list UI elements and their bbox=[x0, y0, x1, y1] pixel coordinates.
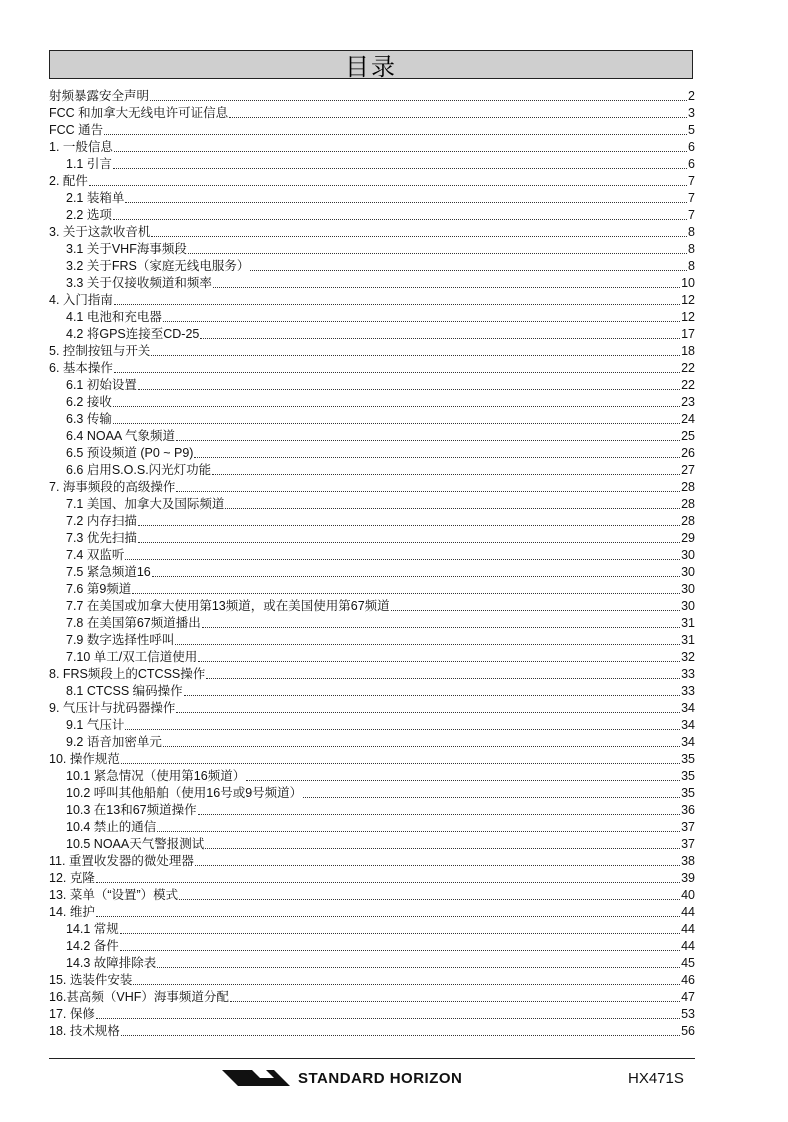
toc-entry-label: 2.1 装箱单 bbox=[66, 191, 125, 205]
toc-entry[interactable] bbox=[49, 393, 695, 410]
toc-entry[interactable] bbox=[49, 359, 695, 376]
toc-entry[interactable] bbox=[49, 104, 695, 121]
toc-entry-label: 10.3 在13和67频道操作 bbox=[66, 803, 197, 817]
toc-entry-page: 29 bbox=[681, 531, 695, 545]
toc-entry-label: 11. 重置收发器的微处理器 bbox=[49, 854, 194, 868]
toc-leader-dots bbox=[303, 797, 680, 798]
toc-leader-dots bbox=[138, 525, 680, 526]
toc-entry-label: 7.9 数字选择性呼叫 bbox=[66, 633, 175, 647]
toc-entry[interactable] bbox=[49, 852, 695, 869]
toc-entry-page: 26 bbox=[681, 446, 695, 460]
toc-entry-label: 7.6 第9频道 bbox=[66, 582, 132, 596]
toc-entry-page: 39 bbox=[681, 871, 695, 885]
toc-leader-dots bbox=[206, 678, 680, 679]
toc-leader-dots bbox=[229, 117, 687, 118]
toc-leader-dots bbox=[179, 899, 680, 900]
toc-entry[interactable] bbox=[49, 257, 695, 274]
standard-horizon-logo-icon bbox=[222, 1067, 292, 1089]
toc-entry[interactable] bbox=[49, 733, 695, 750]
toc-entry-page: 34 bbox=[681, 735, 695, 749]
toc-entry[interactable] bbox=[49, 767, 695, 784]
toc-entry-page: 47 bbox=[681, 990, 695, 1004]
toc-entry-page: 6 bbox=[688, 157, 695, 171]
toc-entry-label: 8.1 CTCSS 编码操作 bbox=[66, 684, 183, 698]
toc-entry-page: 53 bbox=[681, 1007, 695, 1021]
toc-leader-dots bbox=[200, 338, 680, 339]
toc-entry-label: 4.1 电池和充电器 bbox=[66, 310, 162, 324]
toc-leader-dots bbox=[133, 984, 680, 985]
toc-entry-page: 6 bbox=[688, 140, 695, 154]
toc-entry-page: 22 bbox=[681, 378, 695, 392]
toc-entry-label: 6. 基本操作 bbox=[49, 361, 113, 375]
toc-entry[interactable] bbox=[49, 937, 695, 954]
toc-entry-page: 40 bbox=[681, 888, 695, 902]
toc-entry-label: 7.8 在美国第67频道播出 bbox=[66, 616, 201, 630]
toc-leader-dots bbox=[391, 610, 680, 611]
toc-leader-dots bbox=[114, 151, 687, 152]
toc-entry-label: 6.5 预设频道 (P0 ~ P9) bbox=[66, 446, 194, 460]
toc-leader-dots bbox=[113, 219, 687, 220]
toc-entry-label: 9.1 气压计 bbox=[66, 718, 125, 732]
toc-entry-page: 10 bbox=[681, 276, 695, 290]
toc-leader-dots bbox=[151, 236, 687, 237]
toc-leader-dots bbox=[121, 1035, 680, 1036]
toc-leader-dots bbox=[150, 100, 687, 101]
toc-leader-dots bbox=[195, 865, 680, 866]
toc-leader-dots bbox=[125, 559, 680, 560]
toc-entry-page: 38 bbox=[681, 854, 695, 868]
toc-entry[interactable] bbox=[49, 903, 695, 920]
toc-entry-page: 7 bbox=[688, 174, 695, 188]
toc-entry-label: 16.甚高频（VHF）海事频道分配 bbox=[49, 990, 229, 1004]
toc-entry-page: 33 bbox=[681, 667, 695, 681]
toc-entry-label: 14. 维护 bbox=[49, 905, 95, 919]
toc-leader-dots bbox=[113, 423, 680, 424]
toc-entry[interactable] bbox=[49, 87, 695, 104]
toc-entry[interactable] bbox=[49, 886, 695, 903]
toc-leader-dots bbox=[157, 967, 680, 968]
toc-leader-dots bbox=[113, 168, 687, 169]
toc-entry[interactable] bbox=[49, 512, 695, 529]
toc-entry-label: 4. 入门指南 bbox=[49, 293, 113, 307]
toc-entry-label: 14.3 故障排除表 bbox=[66, 956, 157, 970]
toc-entry-page: 44 bbox=[681, 922, 695, 936]
toc-entry-page: 24 bbox=[681, 412, 695, 426]
toc-leader-dots bbox=[198, 814, 680, 815]
toc-entry-label: 1.1 引言 bbox=[66, 157, 112, 171]
toc-entry[interactable] bbox=[49, 580, 695, 597]
brand-name: STANDARD HORIZON bbox=[298, 1069, 463, 1087]
toc-leader-dots bbox=[184, 695, 680, 696]
toc-entry-page: 28 bbox=[681, 480, 695, 494]
toc-entry[interactable] bbox=[49, 291, 695, 308]
toc-entry[interactable] bbox=[49, 223, 695, 240]
toc-entry-page: 30 bbox=[681, 599, 695, 613]
toc-entry[interactable] bbox=[49, 427, 695, 444]
toc-leader-dots bbox=[120, 950, 680, 951]
toc-entry-label: 2. 配件 bbox=[49, 174, 88, 188]
toc-entry[interactable] bbox=[49, 699, 695, 716]
toc-entry-label: 9. 气压计与扰码器操作 bbox=[49, 701, 176, 715]
toc-entry[interactable] bbox=[49, 155, 695, 172]
toc-leader-dots bbox=[96, 882, 680, 883]
toc-entry-page: 44 bbox=[681, 905, 695, 919]
toc-entry-label: 7.1 美国、加拿大及国际频道 bbox=[66, 497, 225, 511]
toc-entry[interactable] bbox=[49, 750, 695, 767]
toc-entry[interactable] bbox=[49, 461, 695, 478]
toc-leader-dots bbox=[176, 440, 680, 441]
toc-entry-page: 31 bbox=[681, 633, 695, 647]
toc-leader-dots bbox=[230, 1001, 680, 1002]
toc-entry-label: 10. 操作规范 bbox=[49, 752, 120, 766]
toc-entry[interactable] bbox=[49, 274, 695, 291]
toc-entry-page: 22 bbox=[681, 361, 695, 375]
toc-entry[interactable] bbox=[49, 172, 695, 189]
toc-entry[interactable] bbox=[49, 546, 695, 563]
toc-entry[interactable] bbox=[49, 495, 695, 512]
toc-entry[interactable] bbox=[49, 189, 695, 206]
toc-entry-page: 35 bbox=[681, 752, 695, 766]
toc-leader-dots bbox=[132, 593, 680, 594]
toc-leader-dots bbox=[125, 729, 680, 730]
toc-entry[interactable] bbox=[49, 665, 695, 682]
toc-leader-dots bbox=[96, 916, 680, 917]
toc-entry-page: 5 bbox=[688, 123, 695, 137]
toc-entry[interactable] bbox=[49, 1005, 695, 1022]
toc-entry-label: 7.4 双监听 bbox=[66, 548, 125, 562]
toc-leader-dots bbox=[125, 202, 687, 203]
toc-entry[interactable] bbox=[49, 954, 695, 971]
toc-entry-label: 6.4 NOAA 气象频道 bbox=[66, 429, 176, 443]
toc-entry[interactable] bbox=[49, 988, 695, 1005]
toc-leader-dots bbox=[176, 712, 680, 713]
toc-entry[interactable] bbox=[49, 376, 695, 393]
toc-entry-page: 12 bbox=[681, 293, 695, 307]
toc-entry-label: 7.7 在美国或加拿大使用第13频道，或在美国使用第67频道 bbox=[66, 599, 390, 613]
toc-entry-page: 37 bbox=[681, 837, 695, 851]
toc-entry[interactable] bbox=[49, 818, 695, 835]
toc-entry-label: 6.3 传输 bbox=[66, 412, 112, 426]
toc-entry-page: 56 bbox=[681, 1024, 695, 1038]
toc-entry-page: 7 bbox=[688, 208, 695, 222]
toc-entry-page: 12 bbox=[681, 310, 695, 324]
toc-entry-label: 7.10 单工/双工信道使用 bbox=[66, 650, 198, 664]
toc-leader-dots bbox=[89, 185, 687, 186]
toc-entry[interactable] bbox=[49, 206, 695, 223]
toc-entry-label: 9.2 语音加密单元 bbox=[66, 735, 162, 749]
footer-divider bbox=[49, 1058, 695, 1059]
toc-entry[interactable] bbox=[49, 342, 695, 359]
toc-entry-label: 10.1 紧急情况（使用第16频道） bbox=[66, 769, 246, 783]
toc-entry-label: 10.4 禁止的通信 bbox=[66, 820, 157, 834]
toc-entry[interactable] bbox=[49, 121, 695, 138]
toc-entry-page: 2 bbox=[688, 89, 695, 103]
toc-entry-label: 17. 保修 bbox=[49, 1007, 95, 1021]
toc-entry-label: 8. FRS频段上的CTCSS操作 bbox=[49, 667, 206, 681]
toc-entry-label: 7.2 内存扫描 bbox=[66, 514, 137, 528]
toc-leader-dots bbox=[163, 321, 680, 322]
toc-entry-label: 6.6 启用S.O.S.闪光灯功能 bbox=[66, 463, 212, 477]
toc-entry[interactable] bbox=[49, 920, 695, 937]
toc-leader-dots bbox=[194, 457, 680, 458]
toc-entry-label: 1. 一般信息 bbox=[49, 140, 113, 154]
toc-entry-page: 17 bbox=[681, 327, 695, 341]
toc-leader-dots bbox=[113, 406, 680, 407]
toc-entry[interactable] bbox=[49, 835, 695, 852]
toc-leader-dots bbox=[121, 763, 680, 764]
toc-leader-dots bbox=[250, 270, 687, 271]
toc-entry-page: 30 bbox=[681, 548, 695, 562]
toc-entry-page: 33 bbox=[681, 684, 695, 698]
toc-leader-dots bbox=[151, 355, 680, 356]
toc-entry-page: 30 bbox=[681, 582, 695, 596]
toc-entry-page: 44 bbox=[681, 939, 695, 953]
toc-entry[interactable] bbox=[49, 648, 695, 665]
toc-entry-label: 3.2 关于FRS（家庭无线电服务） bbox=[66, 259, 250, 273]
brand-mark bbox=[222, 1066, 462, 1090]
toc-entry-label: 7.3 优先扫描 bbox=[66, 531, 137, 545]
toc-entry-label: 18. 技术规格 bbox=[49, 1024, 120, 1038]
toc-entry-label: 7. 海事频段的高级操作 bbox=[49, 480, 176, 494]
toc-leader-dots bbox=[213, 287, 680, 288]
toc-entry[interactable] bbox=[49, 784, 695, 801]
toc-entry-page: 35 bbox=[681, 769, 695, 783]
toc-entry[interactable] bbox=[49, 444, 695, 461]
toc-entry-page: 3 bbox=[688, 106, 695, 120]
toc-leader-dots bbox=[188, 253, 687, 254]
toc-entry[interactable] bbox=[49, 716, 695, 733]
toc-entry[interactable] bbox=[49, 614, 695, 631]
toc-leader-dots bbox=[205, 848, 680, 849]
toc-entry-page: 37 bbox=[681, 820, 695, 834]
toc-entry[interactable] bbox=[49, 971, 695, 988]
toc-leader-dots bbox=[138, 542, 680, 543]
toc-entry-label: FCC 和加拿大无线电许可证信息 bbox=[49, 106, 229, 120]
toc-entry-label: 13. 菜单（“设置”）模式 bbox=[49, 888, 179, 902]
toc-entry-label: FCC 通告 bbox=[49, 123, 104, 137]
toc-entry-label: 7.5 紧急频道16 bbox=[66, 565, 151, 579]
toc-entry[interactable] bbox=[49, 801, 695, 818]
toc-entry-page: 23 bbox=[681, 395, 695, 409]
toc-entry[interactable] bbox=[49, 410, 695, 427]
toc-entry[interactable] bbox=[49, 240, 695, 257]
toc-entry-page: 32 bbox=[681, 650, 695, 664]
toc-leader-dots bbox=[175, 644, 680, 645]
toc-entry-page: 36 bbox=[681, 803, 695, 817]
toc-entry-label: 3. 关于这款收音机 bbox=[49, 225, 151, 239]
toc-entry-label: 射频暴露安全声明 bbox=[49, 89, 150, 103]
toc-leader-dots bbox=[152, 576, 680, 577]
toc-leader-dots bbox=[176, 491, 680, 492]
toc-entry-label: 14.2 备件 bbox=[66, 939, 119, 953]
toc-entry[interactable] bbox=[49, 869, 695, 886]
toc-entry-label: 6.2 接收 bbox=[66, 395, 112, 409]
toc-entry-label: 2.2 选项 bbox=[66, 208, 112, 222]
toc-entry-page: 8 bbox=[688, 225, 695, 239]
table-of-contents bbox=[49, 87, 695, 1039]
toc-leader-dots bbox=[114, 372, 680, 373]
toc-entry[interactable] bbox=[49, 529, 695, 546]
toc-leader-dots bbox=[120, 933, 680, 934]
toc-entry-page: 8 bbox=[688, 259, 695, 273]
toc-entry-label: 3.1 关于VHF海事频段 bbox=[66, 242, 187, 256]
toc-entry[interactable] bbox=[49, 308, 695, 325]
toc-entry-label: 14.1 常规 bbox=[66, 922, 119, 936]
toc-leader-dots bbox=[104, 134, 687, 135]
toc-entry-page: 34 bbox=[681, 701, 695, 715]
toc-entry[interactable] bbox=[49, 478, 695, 495]
toc-entry-label: 5. 控制按钮与开关 bbox=[49, 344, 151, 358]
toc-entry-page: 46 bbox=[681, 973, 695, 987]
toc-entry-label: 15. 选装件安装 bbox=[49, 973, 133, 987]
toc-entry-page: 28 bbox=[681, 514, 695, 528]
toc-entry-label: 10.5 NOAA天气警报测试 bbox=[66, 837, 205, 851]
toc-entry[interactable] bbox=[49, 1022, 695, 1039]
toc-leader-dots bbox=[198, 661, 680, 662]
toc-title-box bbox=[49, 50, 693, 79]
toc-leader-dots bbox=[225, 508, 680, 509]
model-number: HX471S bbox=[628, 1070, 684, 1087]
toc-entry-page: 28 bbox=[681, 497, 695, 511]
toc-leader-dots bbox=[202, 627, 680, 628]
toc-entry[interactable] bbox=[49, 631, 695, 648]
toc-leader-dots bbox=[114, 304, 680, 305]
toc-entry-page: 31 bbox=[681, 616, 695, 630]
toc-entry-page: 34 bbox=[681, 718, 695, 732]
toc-entry-label: 10.2 呼叫其他船舶（使用16号或9号频道） bbox=[66, 786, 303, 800]
toc-entry-page: 30 bbox=[681, 565, 695, 579]
toc-entry-label: 3.3 关于仅接收频道和频率 bbox=[66, 276, 212, 290]
toc-leader-dots bbox=[163, 746, 680, 747]
toc-leader-dots bbox=[138, 389, 680, 390]
toc-entry[interactable] bbox=[49, 325, 695, 342]
toc-entry-page: 8 bbox=[688, 242, 695, 256]
toc-entry-page: 18 bbox=[681, 344, 695, 358]
toc-entry-page: 27 bbox=[681, 463, 695, 477]
toc-entry-page: 25 bbox=[681, 429, 695, 443]
toc-entry-page: 35 bbox=[681, 786, 695, 800]
toc-leader-dots bbox=[212, 474, 680, 475]
toc-entry[interactable] bbox=[49, 682, 695, 699]
toc-entry-label: 12. 克隆 bbox=[49, 871, 95, 885]
toc-leader-dots bbox=[246, 780, 680, 781]
toc-entry-label: 4.2 将GPS连接至CD-25 bbox=[66, 327, 200, 341]
page-title: 目录 bbox=[345, 54, 397, 81]
toc-leader-dots bbox=[96, 1018, 680, 1019]
toc-entry[interactable] bbox=[49, 563, 695, 580]
toc-entry-page: 7 bbox=[688, 191, 695, 205]
toc-entry-page: 45 bbox=[681, 956, 695, 970]
toc-leader-dots bbox=[157, 831, 680, 832]
toc-entry[interactable] bbox=[49, 597, 695, 614]
toc-entry-label: 6.1 初始设置 bbox=[66, 378, 137, 392]
toc-entry[interactable] bbox=[49, 138, 695, 155]
